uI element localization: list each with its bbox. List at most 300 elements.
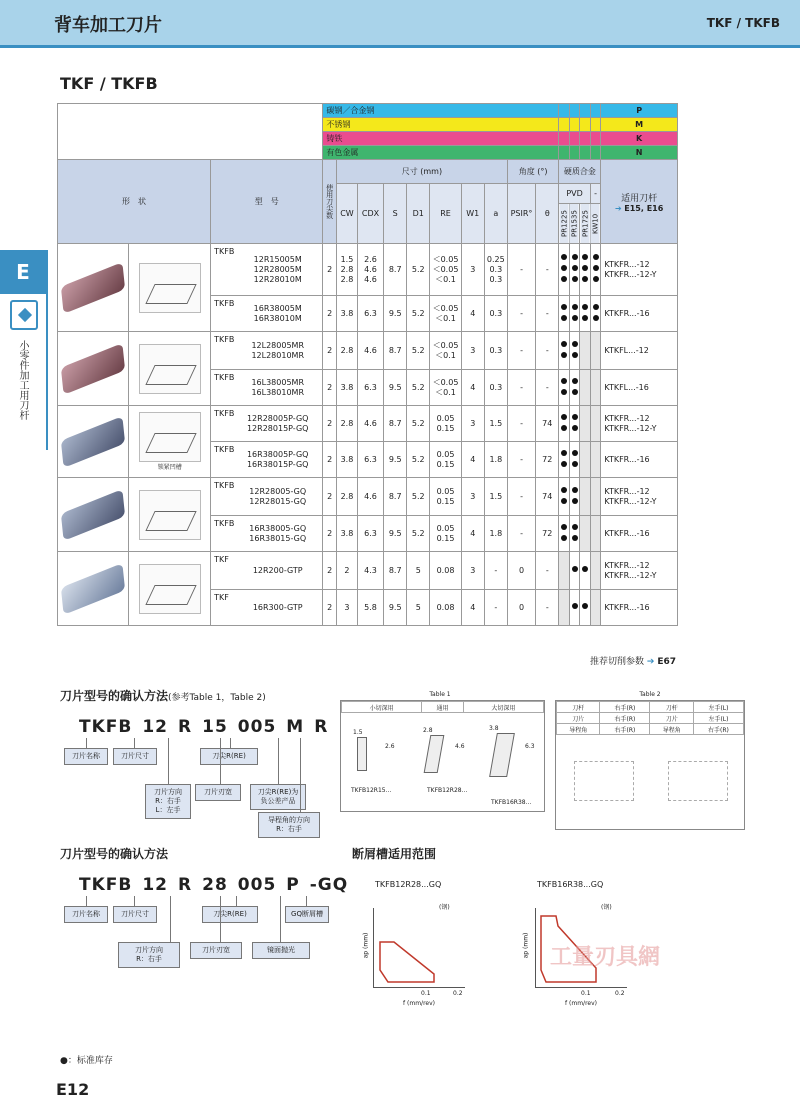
- model-cell: [211, 590, 323, 626]
- model-number: 16R38005P-GQ 16R38015P-GQ: [246, 449, 309, 469]
- re-cell: 0.08: [430, 590, 461, 626]
- stock-dot: [561, 487, 567, 493]
- model-part: 12: [142, 717, 169, 737]
- edges-cell: 2: [323, 406, 337, 442]
- psir-cell: -: [507, 296, 535, 332]
- w1-cell: 4: [461, 590, 484, 626]
- stock-cell: [590, 332, 600, 370]
- label-box: 刀片刃宽: [195, 784, 241, 801]
- stock-dot: [572, 487, 578, 493]
- recommended-params-note[interactable]: [590, 654, 676, 667]
- w1-cell: 4: [461, 296, 484, 332]
- s-cell: 9.5: [384, 296, 407, 332]
- model-part: 12: [142, 875, 169, 895]
- stock-cell: [569, 370, 579, 406]
- grade-header: PR1225: [559, 204, 569, 244]
- insert-drawing-cell: [129, 244, 211, 332]
- chip-chart-svg: [374, 908, 466, 988]
- table2-cell: 导程角: [650, 724, 693, 735]
- stock-cell: [559, 332, 569, 370]
- stock-dot: [561, 524, 567, 530]
- stock-dot: [561, 389, 567, 395]
- stock-cell: [580, 478, 590, 516]
- a-cell: 1.5: [484, 478, 507, 516]
- holder-icon: [10, 300, 38, 330]
- material-suit-icon: [590, 118, 600, 132]
- stock-dot: [572, 254, 578, 260]
- dir-detail: R：右手 L：左手: [155, 797, 181, 814]
- model-part: TKFB: [79, 875, 133, 895]
- s-cell: 9.5: [384, 442, 407, 478]
- model-part: TKFB: [79, 717, 133, 737]
- table2-cell: 导程角: [557, 724, 600, 735]
- connector: [170, 896, 171, 942]
- model-header: 型 号: [211, 160, 323, 244]
- stock-dot: [561, 276, 567, 282]
- edges-cell: 2: [323, 552, 337, 590]
- cdx-cell: 6.3: [357, 516, 383, 552]
- model-number: 12R28005-GQ 12R28015-GQ: [249, 486, 307, 506]
- stock-cell: [590, 296, 600, 332]
- stock-dot: [572, 603, 578, 609]
- series-label: TKFB: [214, 299, 235, 308]
- model-number: 16L38005MR 16L38010MR: [251, 377, 304, 397]
- stock-cell: [580, 296, 590, 332]
- insert-photo: [58, 332, 129, 406]
- s-cell: 9.5: [384, 370, 407, 406]
- table1-title: Table 1: [429, 691, 451, 698]
- connector: [168, 738, 169, 784]
- dim-col-header: S: [384, 184, 407, 244]
- dim-header: 尺寸 (mm): [336, 160, 507, 184]
- note-right-label: 推荐切削参数: [590, 657, 645, 667]
- table1-sketch: [353, 729, 403, 774]
- theta-cell: 72: [536, 516, 559, 552]
- holder-cell: KTKFR...-16: [601, 296, 678, 332]
- model-part: 005: [237, 875, 277, 895]
- model-part: 15: [202, 717, 228, 737]
- table2-cell: 右手(R): [600, 713, 650, 724]
- stock-dot: [561, 498, 567, 504]
- w1-cell: 4: [461, 370, 484, 406]
- model-part: P: [286, 875, 300, 895]
- table1-dim: 3.8: [489, 725, 499, 732]
- insert-drawing: [139, 263, 201, 313]
- label-box: 刀片名称: [64, 748, 108, 765]
- chip-chart-xtick: 0.2: [615, 990, 625, 997]
- chip-chart-plot: [373, 908, 465, 988]
- material-suit-icon: [580, 146, 590, 160]
- re-cell: ＜0.05 ＜0.1: [430, 296, 461, 332]
- holder-cell: KTKFR...-12 KTKFR...-12-Y: [601, 406, 678, 442]
- table1-height: 6.3: [525, 743, 535, 750]
- edges-cell: 2: [323, 244, 337, 296]
- model-number: 16R300-GTP: [252, 602, 303, 612]
- material-suit-icon: [559, 104, 569, 118]
- holder-title: 适用刀杆: [621, 193, 658, 204]
- table2-cell: 右手(R): [600, 702, 650, 713]
- insert-photo: [58, 406, 129, 478]
- theta-cell: 72: [536, 442, 559, 478]
- stock-dot: [561, 535, 567, 541]
- edges-cell: 2: [323, 332, 337, 370]
- section-title: TKF / TKFB: [60, 74, 158, 93]
- connector: [306, 896, 307, 906]
- model-part: -GQ: [309, 875, 349, 895]
- table2-cell: 刀片: [650, 713, 693, 724]
- d1-cell: 5.2: [407, 370, 430, 406]
- psir-cell: -: [507, 516, 535, 552]
- stock-cell: [569, 442, 579, 478]
- stock-cell: [559, 516, 569, 552]
- series-label: TKFB: [214, 373, 235, 382]
- series-label: TKFB: [214, 519, 235, 528]
- table2-title: Table 2: [639, 691, 661, 698]
- stock-dot: [561, 425, 567, 431]
- psir-cell: -: [507, 244, 535, 296]
- angle-header: 角度 (°): [507, 160, 559, 184]
- confirm2-title: 刀片型号的确认方法: [60, 847, 169, 861]
- insert-drawing-cell: [129, 332, 211, 406]
- connector: [86, 738, 87, 748]
- model-cell: [211, 478, 323, 516]
- shape-header: 形 状: [58, 160, 211, 244]
- note-right-ref: E67: [657, 657, 676, 667]
- stock-dot: [561, 315, 567, 321]
- material-suit-icon: [590, 132, 600, 146]
- s-cell: 8.7: [384, 478, 407, 516]
- model-part: M: [286, 717, 305, 737]
- stock-dot: [561, 414, 567, 420]
- cdx-cell: 6.3: [357, 370, 383, 406]
- theta-cell: -: [536, 332, 559, 370]
- table1-sketch: [423, 727, 473, 775]
- edges-header: 使用刀尖数: [323, 160, 337, 244]
- left-hand-sketch: [668, 761, 728, 801]
- stock-cell: [569, 244, 579, 296]
- model-number: 12R15005M 12R28005M 12R28010M: [253, 254, 302, 284]
- model-part: 005: [237, 717, 277, 737]
- model-cell: [211, 442, 323, 478]
- side-divider: [46, 250, 48, 450]
- grade-header: KW10: [590, 204, 600, 244]
- psir-cell: -: [507, 406, 535, 442]
- model-number: 16R38005M 16R38010M: [253, 303, 302, 323]
- stock-cell: [569, 590, 579, 626]
- stock-dot: [561, 461, 567, 467]
- stock-dot: [582, 304, 588, 310]
- stock-dot: [582, 315, 588, 321]
- material-label: 碳钢／合金钢: [323, 104, 559, 118]
- a-cell: 0.25 0.3 0.3: [484, 244, 507, 296]
- material-suit-icon: [590, 104, 600, 118]
- material-code: N: [601, 146, 678, 160]
- series-label: TKFB: [214, 481, 235, 490]
- dim-col-header: D1: [407, 184, 430, 244]
- dim-col-header: W1: [461, 184, 484, 244]
- theta-cell: 74: [536, 406, 559, 442]
- angle-detail: R：右手: [276, 825, 302, 833]
- chip-title: 断屑槽适用范围: [352, 847, 437, 861]
- stock-dot: [561, 304, 567, 310]
- material-suit-icon: [559, 132, 569, 146]
- footnote: ●：标准库存: [60, 1056, 113, 1066]
- page-header: [0, 0, 800, 48]
- theta-cell: -: [536, 552, 559, 590]
- stock-dot: [572, 352, 578, 358]
- stock-dot: [572, 535, 578, 541]
- table2: [555, 700, 745, 830]
- confirm1-model: [79, 717, 338, 737]
- table-row: [58, 552, 678, 590]
- theta-cell: 74: [536, 478, 559, 516]
- table1-height: 2.6: [385, 743, 395, 750]
- stock-dot: [561, 254, 567, 260]
- material-label: 有色金属: [323, 146, 559, 160]
- w1-cell: 4: [461, 516, 484, 552]
- table1-height: 4.6: [455, 743, 465, 750]
- dir-detail: R：右手: [136, 955, 162, 963]
- blank-corner: [58, 104, 323, 160]
- edges-cell: 2: [323, 516, 337, 552]
- arrow-icon: ➔: [646, 657, 655, 667]
- dir-label: 刀片方向: [154, 788, 182, 796]
- stock-cell: [590, 406, 600, 442]
- connector: [230, 738, 231, 748]
- s-cell: 8.7: [384, 332, 407, 370]
- cw-cell: 3.8: [336, 516, 357, 552]
- d1-cell: 5.2: [407, 244, 430, 296]
- stock-cell: [559, 552, 569, 590]
- series-label: TKFB: [214, 247, 235, 256]
- d1-cell: 5.2: [407, 332, 430, 370]
- cw-cell: 3.8: [336, 296, 357, 332]
- stock-cell: [569, 552, 579, 590]
- model-cell: [211, 370, 323, 406]
- a-cell: -: [484, 552, 507, 590]
- stock-cell: [559, 370, 569, 406]
- stock-cell: [559, 478, 569, 516]
- material-suit-icon: [580, 118, 590, 132]
- stock-cell: [590, 590, 600, 626]
- stock-cell: [580, 370, 590, 406]
- stock-cell: [590, 552, 600, 590]
- material-suit-icon: [559, 146, 569, 160]
- re-cell: 0.05 0.15: [430, 406, 461, 442]
- d1-cell: 5.2: [407, 442, 430, 478]
- material-suit-icon: [580, 132, 590, 146]
- drawing-label: 锁紧凹槽: [157, 464, 182, 471]
- confirm1-title: [60, 687, 266, 704]
- s-cell: 8.7: [384, 244, 407, 296]
- w1-cell: 3: [461, 332, 484, 370]
- holder-header[interactable]: [601, 160, 678, 244]
- insert-image: [61, 262, 125, 314]
- stock-dot: [572, 414, 578, 420]
- table1-head: 通用: [422, 702, 464, 713]
- page-header-right: TKF / TKFB: [706, 16, 780, 30]
- table1-cap: TKFB12R15...: [351, 787, 392, 794]
- holder-cell: KTKFR...-16: [601, 590, 678, 626]
- stock-cell: [590, 516, 600, 552]
- table1-head: 小切深用: [342, 702, 422, 713]
- page-number: E12: [56, 1080, 90, 1099]
- section-tab[interactable]: E: [0, 250, 46, 294]
- connector: [134, 896, 135, 906]
- label-box: 刀尖R(RE): [200, 748, 258, 765]
- psir-cell: -: [507, 332, 535, 370]
- d1-cell: 5.2: [407, 296, 430, 332]
- label-box: 刀片刃宽: [190, 942, 242, 959]
- material-label: 铸铁: [323, 132, 559, 146]
- insert-profile: [489, 733, 515, 777]
- holder-cell: KTKFR...-12 KTKFR...-12-Y: [601, 244, 678, 296]
- insert-drawing-cell: [129, 406, 211, 478]
- stock-dot: [561, 341, 567, 347]
- pvd-header: PVD: [559, 184, 590, 204]
- holder-cell: KTKFR...-12 KTKFR...-12-Y: [601, 478, 678, 516]
- confirm1-title-note: (参考Table 1，Table 2): [168, 693, 266, 703]
- material-suit-icon: [559, 118, 569, 132]
- connector: [300, 738, 301, 812]
- chip-chart-xtick: 0.2: [453, 990, 463, 997]
- table1-cap: TKFB16R38...: [491, 799, 532, 806]
- material-suit-icon: [569, 132, 579, 146]
- re-cell: ＜0.05 ＜0.05 ＜0.1: [430, 244, 461, 296]
- w1-cell: 4: [461, 442, 484, 478]
- stock-cell: [590, 478, 600, 516]
- stock-dot: [561, 352, 567, 358]
- re-cell: ＜0.05 ＜0.1: [430, 370, 461, 406]
- stock-cell: [580, 244, 590, 296]
- stock-dot: [572, 524, 578, 530]
- chip-chart-xlabel: f (mm/rev): [403, 1000, 435, 1007]
- stock-dot: [582, 603, 588, 609]
- stock-cell: [590, 370, 600, 406]
- chip-chart-name: TKFB16R38...GQ: [537, 880, 604, 889]
- stock-dot: [593, 304, 599, 310]
- edges-cell: 2: [323, 370, 337, 406]
- psir-cell: -: [507, 478, 535, 516]
- insert-drawing: [139, 490, 201, 540]
- insert-image: [61, 343, 125, 395]
- stock-dot: [593, 276, 599, 282]
- edges-cell: 2: [323, 296, 337, 332]
- stock-cell: [580, 406, 590, 442]
- d1-cell: 5.2: [407, 406, 430, 442]
- holder-cell: KTKFR...-16: [601, 442, 678, 478]
- theta-cell: -: [536, 244, 559, 296]
- w1-cell: 3: [461, 478, 484, 516]
- stock-dot: [572, 304, 578, 310]
- insert-drawing: [139, 412, 201, 462]
- label-box: [145, 784, 191, 819]
- stock-dot: [572, 315, 578, 321]
- table2-cell: 左手(L): [693, 713, 743, 724]
- d1-cell: 5: [407, 590, 430, 626]
- stock-dot: [572, 566, 578, 572]
- stock-cell: [569, 516, 579, 552]
- model-cell: [211, 244, 323, 296]
- stock-cell: [569, 478, 579, 516]
- cw-cell: 3.8: [336, 370, 357, 406]
- right-hand-sketch: [574, 761, 634, 801]
- cw-cell: 2.8: [336, 332, 357, 370]
- dim-col-header: a: [484, 184, 507, 244]
- chip-chart-ylabel: ap (mm): [362, 932, 370, 959]
- stock-cell: [569, 332, 579, 370]
- stock-dot: [561, 450, 567, 456]
- label-box: 刀尖R(RE): [202, 906, 258, 923]
- table2-cell: 右手(R): [693, 724, 743, 735]
- angle-label: 导程角的方向: [268, 816, 310, 824]
- stock-dot: [572, 389, 578, 395]
- insert-drawing: [139, 344, 201, 394]
- holder-ref: [601, 204, 677, 213]
- stock-cell: [580, 442, 590, 478]
- stock-dot: [572, 450, 578, 456]
- carbide-header: 硬质合金: [559, 160, 601, 184]
- table-row: [58, 332, 678, 370]
- insert-profile: [424, 735, 445, 773]
- material-suit-icon: [569, 118, 579, 132]
- cdx-cell: 4.3: [357, 552, 383, 590]
- stock-cell: [559, 296, 569, 332]
- table2-cell: 刀杆: [650, 702, 693, 713]
- holder-cell: KTKFL...-16: [601, 370, 678, 406]
- cw-cell: 1.5 2.8 2.8: [336, 244, 357, 296]
- model-part: R: [314, 717, 329, 737]
- psir-cell: -: [507, 442, 535, 478]
- stock-dot: [572, 425, 578, 431]
- insert-image: [61, 563, 125, 615]
- stock-dot: [593, 254, 599, 260]
- label-box: 镜面抛光: [252, 942, 310, 959]
- table-row: [58, 406, 678, 442]
- material-code: M: [601, 118, 678, 132]
- label-box: 刀片尺寸: [113, 906, 157, 923]
- model-number: 12L28005MR 12L28010MR: [251, 340, 304, 360]
- s-cell: 8.7: [384, 552, 407, 590]
- stock-cell: [590, 244, 600, 296]
- table1-dim: 1.5: [353, 729, 363, 736]
- model-number: 16R38005-GQ 16R38015-GQ: [249, 523, 307, 543]
- d1-cell: 5: [407, 552, 430, 590]
- psir-cell: 0: [507, 552, 535, 590]
- holder-ref-text: E15, E16: [624, 203, 664, 213]
- table1-sketch: [489, 725, 539, 780]
- a-cell: 0.3: [484, 370, 507, 406]
- cw-cell: 3: [336, 590, 357, 626]
- insert-photo: [58, 244, 129, 332]
- table2-cell: 左手(L): [693, 702, 743, 713]
- dim-col-header: RE: [430, 184, 461, 244]
- holder-cell: KTKFR...-16: [601, 516, 678, 552]
- stock-dot: [582, 566, 588, 572]
- stock-cell: [580, 332, 590, 370]
- model-cell: [211, 552, 323, 590]
- grade-header: PR1725: [580, 204, 590, 244]
- w1-cell: 3: [461, 406, 484, 442]
- stock-dot: [582, 254, 588, 260]
- stock-cell: [569, 296, 579, 332]
- connector: [220, 896, 221, 942]
- stock-dot: [593, 265, 599, 271]
- chip-range-area: [380, 942, 434, 982]
- cw-cell: 2.8: [336, 478, 357, 516]
- page-header-title: 背车加工刀片: [54, 15, 162, 36]
- series-label: TKFB: [214, 335, 235, 344]
